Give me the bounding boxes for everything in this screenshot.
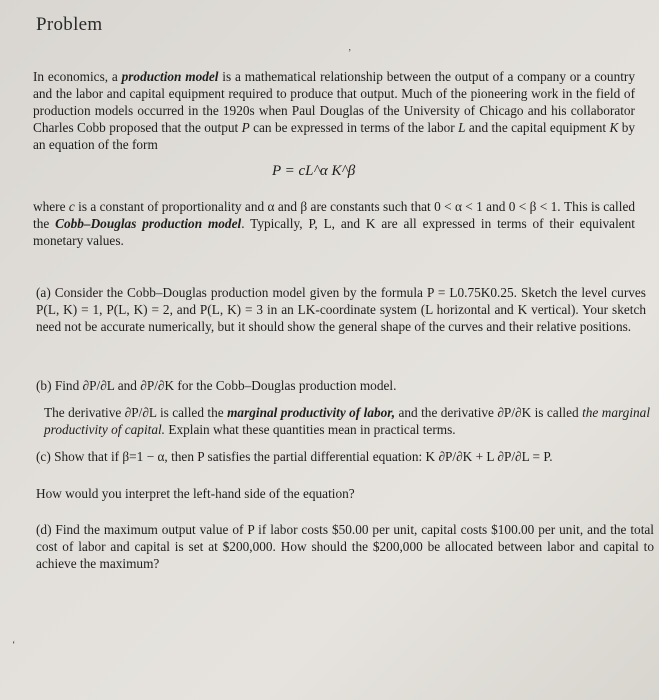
part-c: (c) Show that if β=1 − α, then P satisfies the partial differential equation: K ∂P/∂K + L ∂P/∂L = P. [36, 449, 553, 464]
intro-paragraph: In economics, a production model is a mathematical relationship between the output of a company or a country and the labor and capital equipment required to produce that output. Much of the pioneering work in the field of production models occurred in the 1920s when Paul Douglas of the University of Chicago and his collaborator Charles Cobb proposed that the output P can be expressed in terms of the labor L and the capital equipment K by an equation of the form [33, 69, 635, 153]
constants-paragraph: where c is a constant of proportionality and α and β are constants such that 0 < α < 1 and 0 < β < 1. This is called the Cobb–Douglas production model. Typically, P, L, and K are all expressed in terms of their equivalent monetary values. [33, 199, 636, 249]
part-a: (a) Consider the Cobb–Douglas production model given by the formula P = L0.75K0.25. Sketch the level curves P(L, K) = 1, P(L, K) = 2, and P(L, K) = 3 in an LK-coordinate system (L horizontal and K vertical). Your sketch need not be accurate numerically, but it should show the general shape of the curves and their relative positions. [36, 285, 646, 335]
part-c-question: How would you interpret the left-hand side of the equation? [36, 486, 355, 501]
pen-mark: ʻ [12, 640, 16, 651]
part-d: (d) Find the maximum output value of P if labor costs $50.00 per unit, capital costs $100.00 per unit, and the total cost of labor and capital is set at $200,000. How should the $200,000 be allocated between labor and capital to achieve the maximum? [36, 522, 654, 572]
part-b: (b) Find ∂P/∂L and ∂P/∂K for the Cobb–Douglas production model. [36, 378, 397, 393]
cobb-douglas-formula [272, 163, 355, 180]
formula-text: P = cL^α K^β [272, 163, 356, 179]
pen-mark: ʼ [348, 48, 352, 59]
page-title: Problem [36, 14, 103, 35]
pde-equation: K ∂P/∂K + L ∂P/∂L = P. [425, 449, 553, 464]
part-b-explanation: The derivative ∂P/∂L is called the marginal productivity of labor, and the derivative ∂P/∂K is called the marginal productivity of capital. Explain what these quantities mean in practical terms. [44, 405, 651, 438]
